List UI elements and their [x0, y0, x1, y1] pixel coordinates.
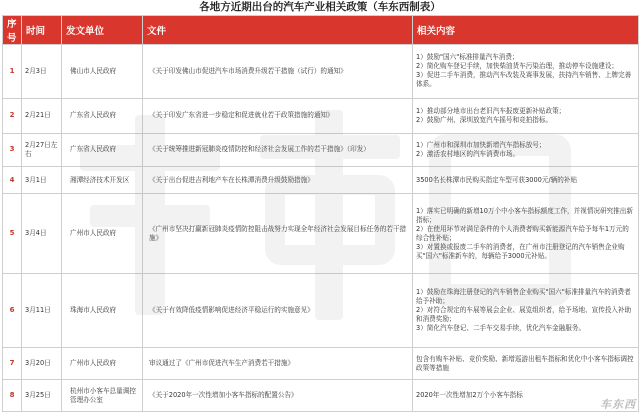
table-row	[3, 274, 639, 347]
content-line: 1）鼓励"国六"标准排量汽车消费；	[416, 53, 519, 62]
table-body	[3, 45, 639, 412]
content-line: 3）促进二手车消费，推动汽车改装及赛事发展，扶持汽车销售、上牌完善	[416, 71, 632, 80]
table-title: 各地方近期出台的汽车产业相关政策（车东西制表）	[199, 1, 441, 13]
table-header-row	[3, 16, 639, 45]
policy-table	[2, 15, 639, 412]
cell-file: 《关于统筹推进新冠肺炎疫情防控和经济社会发展工作的若干措施》（印发）	[143, 133, 413, 167]
cell-date: 2月21日	[22, 98, 62, 133]
cell-content	[413, 45, 639, 99]
cell-index: 5	[3, 194, 22, 274]
cell-index: 1	[3, 45, 22, 99]
table-row	[3, 194, 639, 274]
content-line: 包含有购车补贴、竞价奖励、新增巡游出租车指标和优化中小客车指标调控政策等措施	[416, 354, 634, 372]
corner-brand-mark: 车东西	[600, 398, 636, 411]
content-line: 2）鼓励广州、深圳放宽汽车摇号和竞拍指标。	[416, 115, 553, 124]
table-row	[3, 98, 639, 133]
content-line: 1）推动部分地市出台老旧汽车报废更新补贴政策；	[416, 106, 566, 115]
cell-file: 《关于出台促进吉利地产车在长株潭消费升级鼓励措施》	[143, 167, 413, 194]
content-line: 3）对置换或报废二手车的消费者，在广州市注册登记的汽车销售企业购买"国六"标准新车的，每辆给予3000元补贴。	[416, 242, 625, 260]
cell-content	[413, 98, 639, 133]
table-row	[3, 380, 639, 412]
cell-unit: 湘潭经济技术开发区	[62, 167, 143, 194]
cell-date: 3月25日	[22, 380, 62, 412]
cell-date: 3月11日	[22, 274, 62, 347]
content-line: 1）落实已明确的新增10万个中小客车指标额度工作，并视情况研究推出新指标；	[416, 206, 633, 224]
cell-unit: 广东省人民政府	[62, 133, 143, 167]
cell-unit: 广州市人民政府	[62, 194, 143, 274]
cell-unit: 珠海市人民政府	[62, 274, 143, 347]
content-line: 2）激活农村地区的汽车消费市场。	[416, 149, 520, 158]
cell-content	[413, 167, 639, 194]
cell-date: 3月4日	[22, 194, 62, 274]
table-row	[3, 167, 639, 194]
content-line: 1）广州市和深圳市加快新增汽车指标放号；	[416, 140, 546, 149]
cell-content	[413, 133, 639, 167]
cell-unit: 广东省人民政府	[62, 98, 143, 133]
cell-index: 8	[3, 380, 22, 412]
table-row	[3, 45, 639, 99]
content-line: 3500名长株潭市民购买指定车型可获3000元/辆的补贴	[416, 175, 578, 184]
content-line: 体系。	[416, 80, 436, 89]
content-line: 2）对符合规定的车展等展会企业、展览组织者，给予场地、宣传投入补助和消费奖励；	[416, 306, 632, 324]
cell-index: 6	[3, 274, 22, 347]
cell-index: 2	[3, 98, 22, 133]
header-content: 相关内容	[413, 16, 639, 45]
cell-date: 2月3日	[22, 45, 62, 99]
cell-file: 《关于2020年一次性增加小客车指标的配置公告》	[143, 380, 413, 412]
cell-content	[413, 194, 639, 274]
cell-content	[413, 274, 639, 347]
content-line: 2）简化购车登记手续，加快柴油货车污染治理，推动停车设施建设；	[416, 62, 619, 71]
content-line: 2）在使用环节对满足条件的个人消费者购买新能源汽车给予每车1万元的综合性补贴；	[416, 224, 629, 242]
cell-file: 《关于印发广东省进一步稳定和促进就业若干政策措施的通知》	[143, 98, 413, 133]
content-line: 2020年一次性增加2万个小客车指标	[416, 391, 523, 400]
cell-date: 2月27日左右	[22, 133, 62, 167]
content-line: 1）鼓励在珠海注册登记的汽车销售企业购买"国六"标准排量汽车的消费者给予补助；	[416, 288, 631, 306]
cell-date: 3月1日	[22, 167, 62, 194]
header-unit: 发文单位	[62, 16, 143, 45]
cell-file: 审议通过了《广州市促进汽车生产消费若干措施》	[143, 347, 413, 380]
cell-unit: 佛山市人民政府	[62, 45, 143, 99]
cell-index: 7	[3, 347, 22, 380]
header-date: 时间	[22, 16, 62, 45]
cell-index: 4	[3, 167, 22, 194]
cell-unit: 广州市人民政府	[62, 347, 143, 380]
cell-index: 3	[3, 133, 22, 167]
content-line: 3）简化汽车登记、二手车交易手续，优化汽车金融服务。	[416, 324, 586, 333]
table-row	[3, 133, 639, 167]
header-file: 文件	[143, 16, 413, 45]
cell-unit: 杭州市小客车总量调控管理办公室	[62, 380, 143, 412]
table-row	[3, 347, 639, 380]
cell-file: 《关于有效降低疫情影响促进经济平稳运行的实施意见》	[143, 274, 413, 347]
header-index: 序号	[3, 16, 22, 45]
cell-file: 《关于印发佛山市促进汽车市场消费升级若干措施（试行）的通知》	[143, 45, 413, 99]
cell-file: 《广州市坚决打赢新冠肺炎疫情防控阻击战努力实现全年经济社会发展目标任务的若干措施》	[143, 194, 413, 274]
cell-content	[413, 347, 639, 380]
cell-date: 3月20日	[22, 347, 62, 380]
